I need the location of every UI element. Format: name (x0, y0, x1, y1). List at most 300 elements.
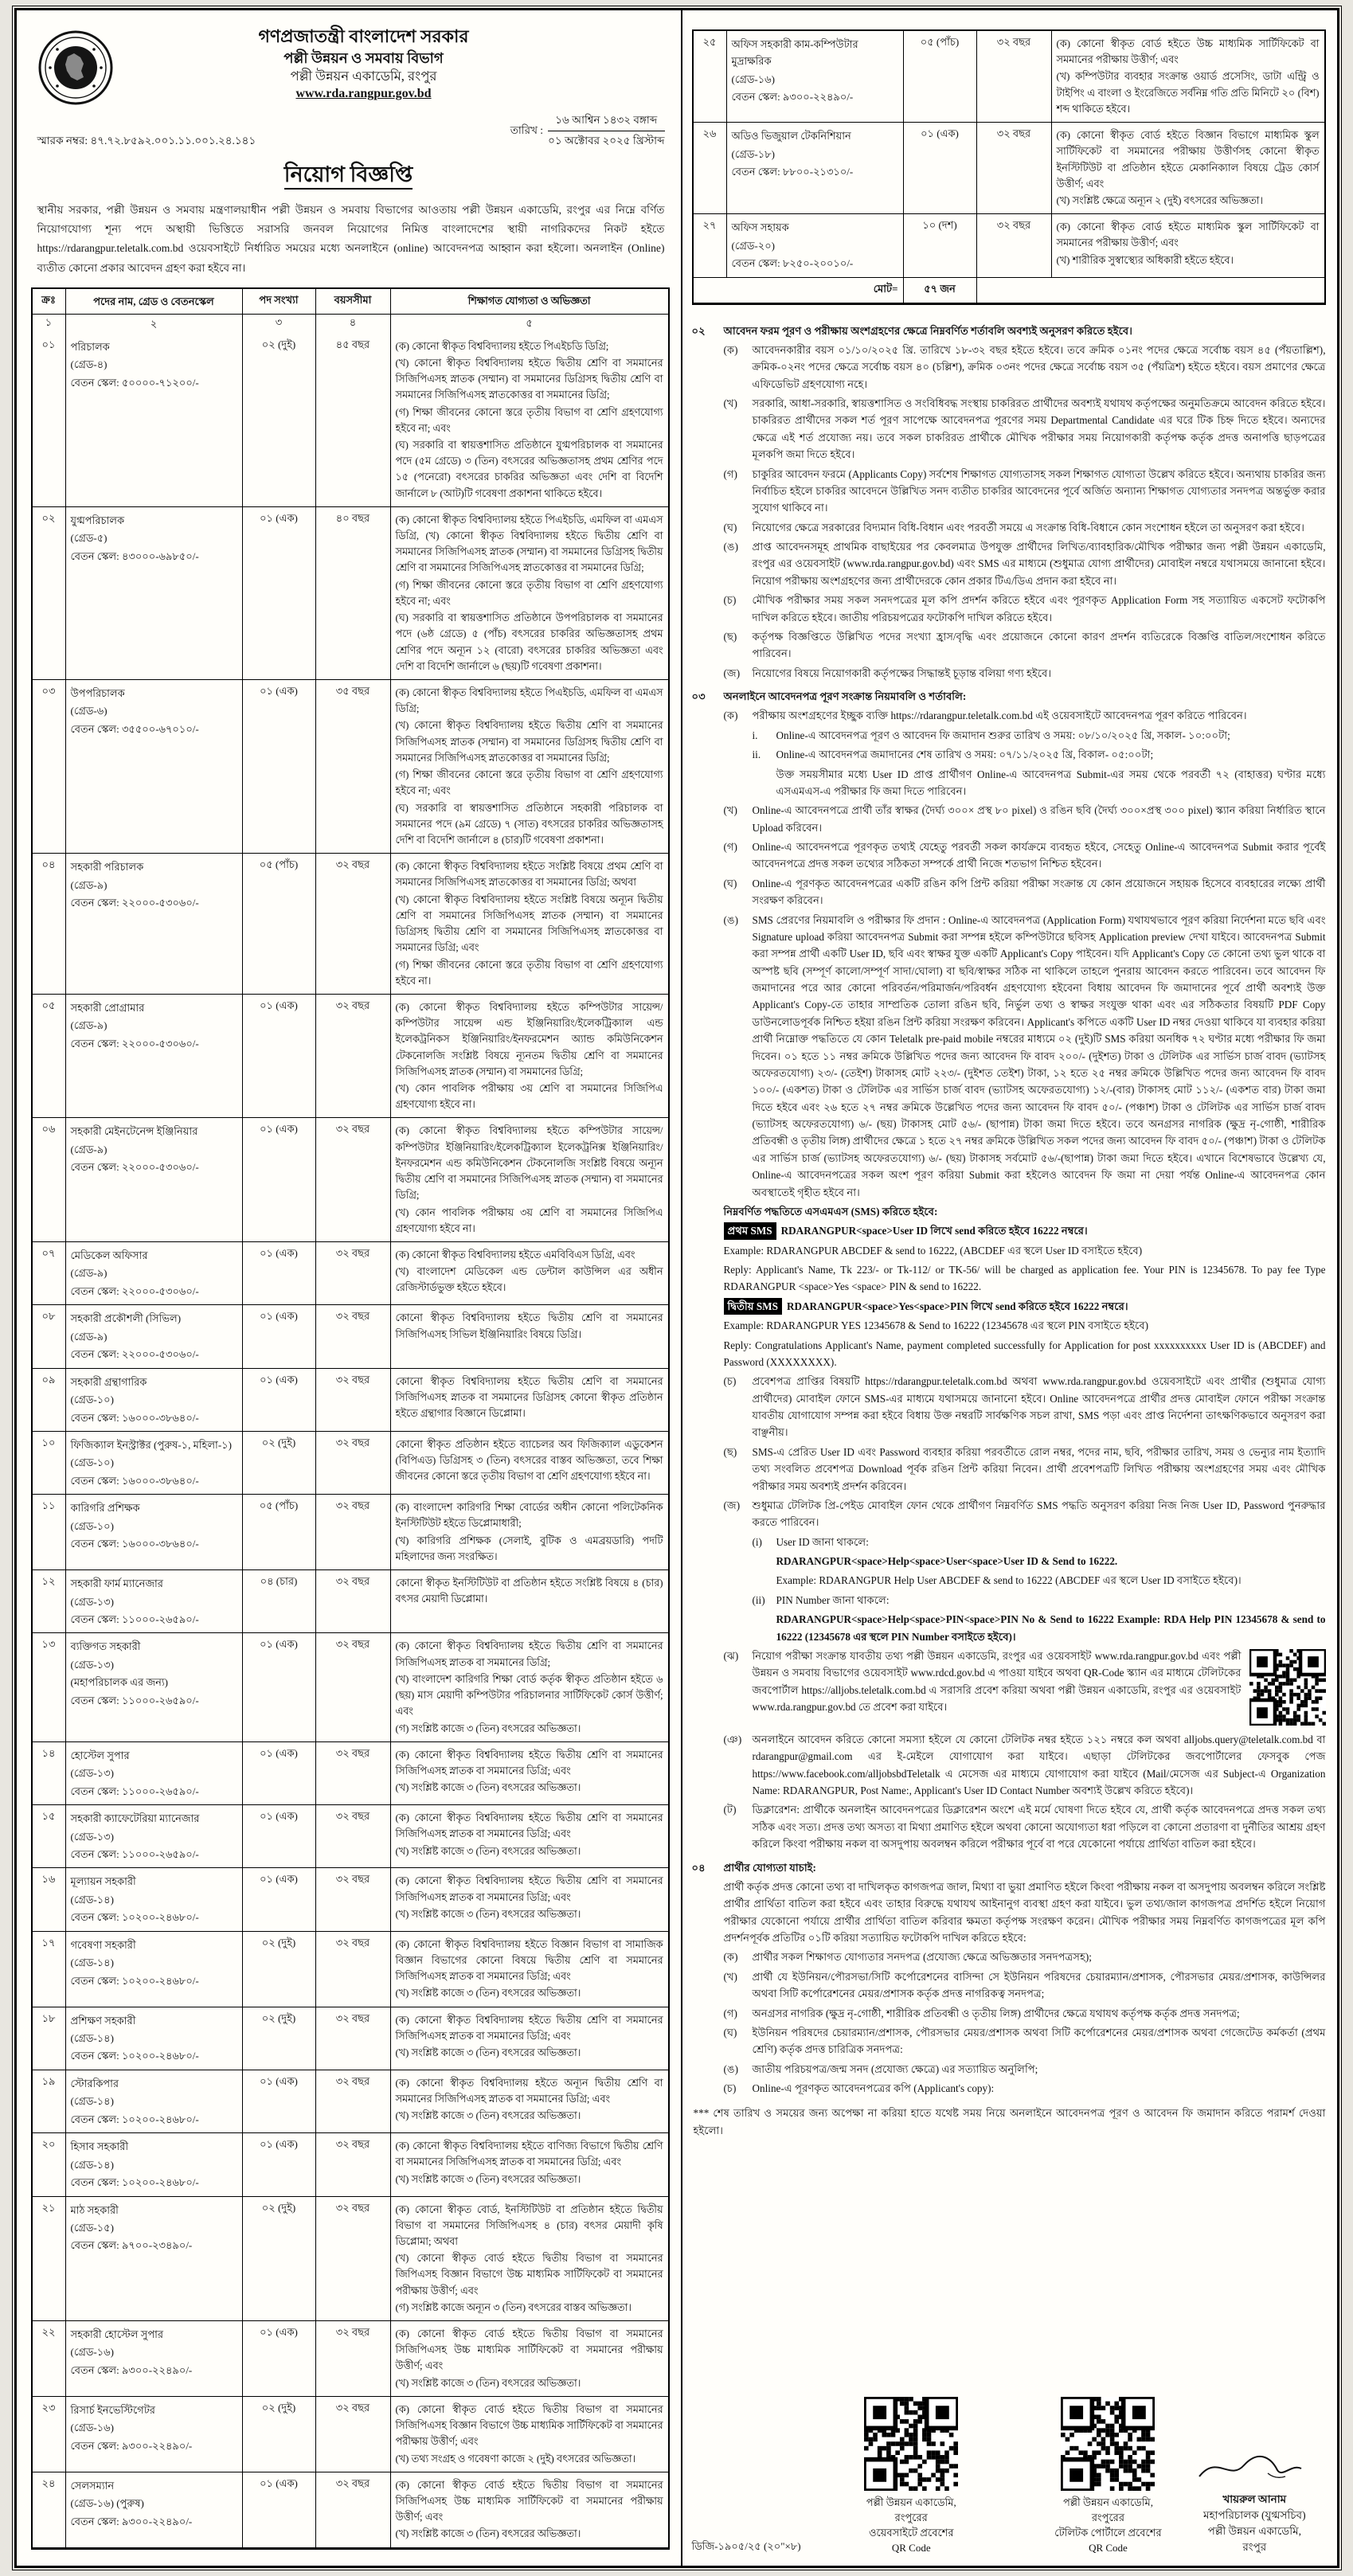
qualification-cell (391, 854, 668, 994)
table-row (694, 31, 1324, 122)
post-line: বেতন স্কেল: ৮২৫০-২০০১০/- (731, 257, 854, 270)
post-line: বেতন স্কেল: ১০২০০-২৪৬৮০/- (70, 2113, 199, 2125)
serial-cell: ১৪ (33, 1742, 66, 1804)
post-line: (গ্রেড-৯) (70, 1330, 108, 1343)
table-row (33, 1867, 668, 1930)
post-line: প্রশিক্ষণ সহকারী (70, 2014, 136, 2027)
org-identity (133, 25, 595, 103)
signatory-name: খায়রুল আনাম (1222, 2492, 1287, 2505)
serial-cell: ২২ (33, 2321, 66, 2396)
post-line: গবেষণা সহকারী (70, 1938, 136, 1951)
post-line: বেতন স্কেল: ১৬০০০-৩৮৬৪০/- (70, 1411, 199, 1424)
table-row (33, 2070, 668, 2132)
section-item-label: (ঙ) (723, 913, 738, 926)
section-item (724, 838, 1326, 873)
vacancy-count-cell: ০১ (এক) (243, 1633, 316, 1741)
sms-command: RDARANGPUR<space>Yes<space>PIN লিখে send করিতে হইবে 16222 নম্বরে। (786, 1300, 1128, 1312)
qualification-line: (ক) কোনো স্বীকৃত বিশ্ববিদ্যালয় হইতে বাণিজ্য বিভাগে দ্বিতীয় শ্রেণি বা সমমানের সিজিপিএসহ স্নাতক বা সমমানের ডিগ্রি; এবং (395, 2140, 663, 2168)
post-line: (গ্রেড-১৪) (70, 2158, 114, 2171)
table-row (33, 994, 668, 1118)
signature-block (1195, 2449, 1325, 2555)
vacancy-count-cell: ০৫ (পাঁচ) (904, 31, 977, 122)
post-line: (গ্রেড-৯) (70, 1019, 108, 1032)
post-line: (গ্রেড-১৩) (70, 1830, 114, 1843)
section-item-label: (গ) (723, 841, 737, 853)
qr-website-block (849, 2397, 974, 2555)
intro-paragraph: স্থানীয় সরকার, পল্লী উন্নয়ন ও সমবায় মন্ত্রণালয়াধীন পল্লী উন্নয়ন ও সমবায় বিভাগের আওতায় পল্লী উন্নয়ন একাডেমি, রংপুর এর নিম্নে বর্ণিত নিয়োগযোগ্য শূন্য পদে অস্থায়ী ভিত্তিতে সরাসরি জনবল নিয়োগের নিমিত্ত বাংলাদেশের স্থায়ী নাগরিকদের নিকট হইতে https://rdarangpur.teletalk.com.bd ওয়েবসাইটে নির্ধারিত সময়ের মধ্যে অনলাইনে (online) আবেদনপত্র আহ্বান করা হইলো। অনলাইন (Online) ব্যতীত কোনো প্রকার আবেদন গ্রহণ করা হইবে না। (37, 204, 665, 274)
section-item-text: নিয়োগ পরীক্ষা সংক্রান্ত যাবতীয় তথ্য পল্লী উন্নয়ন একাডেমি, রংপুর এর ওয়েবসাইট www.rda.rangpur.gov.bd এবং পল্লী উন্নয়ন ও সমবায় বিভাগের ওয়েবসাইট www.rdcd.gov.bd এ পাওয়া যাইবে অথবা QR-Code স্ক্যান এর মাধ্যমে টেলিটকের জবপোর্টাল https://alljobs.teletalk.com.bd এ সরাসরি প্রবেশ করিয়া অথবা পল্লী উন্নয়ন একাডেমি, রংপুর এর ওয়েবসাইট www.rda.rangpur.gov.bd তে প্রবেশ করা যাইবে। (753, 1648, 1326, 1729)
vacancy-count-cell: ০১ (এক) (243, 1868, 316, 1930)
vacancy-count-cell: ০৫ (পাঁচ) (243, 1495, 316, 1569)
post-cell (66, 1570, 243, 1632)
serial-cell: ০৪ (33, 854, 66, 994)
post-line: বেতন স্কেল: ১০২০০-২৪৬৮০/- (70, 1974, 199, 1987)
age-limit-cell: ৩২ বছর (977, 31, 1052, 122)
post-cell (66, 1805, 243, 1867)
qualification-line: (গ) সংশ্লিষ্ট কাজে অন্যূন ৩ (তিন) বৎসরের বাস্তব অভিজ্ঞতা। (395, 2301, 632, 2313)
serial-cell: ০৬ (33, 1118, 66, 1241)
vacancy-count-cell: ০২ (দুই) (243, 334, 316, 506)
sms-step-line (724, 1222, 1326, 1239)
age-limit-cell: ৩২ বছর (316, 2007, 391, 2070)
qr-caption-line: পল্লী উন্নয়ন একাডেমি, রংপুরের (1062, 2496, 1153, 2524)
date-bangla: ১৬ আশ্বিন ১৪৩২ বঙ্গাব্দ (548, 111, 664, 131)
section-number: ০৪ (691, 1861, 706, 1874)
post-line: সহকারী পরিচালক (70, 861, 144, 874)
section-item-text: Online-এ পূরণকৃত আবেদনপত্রের একটি রঙিন কপি প্রিন্ট করিয়া পরীক্ষা সংক্রান্ত যে কোন প্রয়োজনে সহায়ক হিসেবে ব্যবহারের লক্ষ্যে প্রার্থী সংরক্ষণ করিবেন। (752, 877, 1326, 907)
section-item-text: চাকুরির আবেদন ফরমে (Applicants Copy) সর্বশেষ শিক্ষাগত যোগ্যতাসহ সকল শিক্ষাগত যোগ্যতা উল্লেখ করিতে হইবে। অন্যথায় চাকরির জন্য নির্বাচিত হইলে চাকরির আবেদনে উল্লিখিত সনদ ব্যতীত চাকরির আবেদনের পূর্বে অর্জিত অন্যান্য শিক্ষাগত যোগ্যতার সনদপত্র অন্তর্ভুক্ত করার সুযোগ থাকিবে না। (752, 467, 1326, 514)
section-item (753, 746, 1326, 763)
section-item-text: অনলাইনে আবেদন করিতে কোনো সমস্যা হইলে যে কোনো টেলিটক নম্বর হইতে ১২১ নম্বরে কল অথবা alljobs.query@teletalk.com.bd বা rdarangpur@gmail.com এর ই-মেইলে যোগাযোগ করা যাইবে। এছাড়া টেলিটকের জবপোর্টালের ফেসবুক পেজ https://www.facebook.com/alljobsbdTeletalk এ মেসেজ এর মাধ্যমে যোগাযোগ করা যাইবে (Mail/মেসেজ এর Subject-এ Organization Name: RDARANGPUR, Post Name:, Applicant's User ID Contact Number অবশ্যই উল্লেখ করিতে হইবে)। (752, 1733, 1326, 1796)
table-total-row (694, 277, 1324, 303)
age-limit-cell: ৩২ বছর (316, 1242, 391, 1304)
qualification-line: (খ) সংশ্লিষ্ট কাজে ৩ (তিন) বৎসরের অভিজ্ঞতা। (395, 2377, 581, 2389)
table-row (33, 506, 668, 679)
post-cell (66, 1932, 243, 2007)
section-item (724, 1968, 1326, 2003)
memo-number: স্মারক নম্বর: ৪৭.৭২.৮৫৯২.০০১.১১.০০১.২৪.১৪১ (37, 135, 256, 147)
post-line: (গ্রেড-১৪) (70, 1893, 114, 1906)
post-line: সেলসম্যান (70, 2479, 115, 2492)
age-limit-cell: ৩২ বছর (316, 2197, 391, 2321)
section-item (724, 538, 1326, 589)
instruction-line: Example: RDARANGPUR ABCDEF & send to 16222, (ABCDEF এর স্থলে User ID বসাইতে হইবে) (723, 1244, 1143, 1257)
section-item-text: পরীক্ষায় অংশগ্রহণের ইচ্ছুক ব্যক্তি https://rdarangpur.teletalk.com.bd এই ওয়েবসাইটে আবেদনপত্র পূরণ করিতে পারিবেন। (752, 709, 1247, 722)
post-line: (গ্রেড-১৩) (70, 1658, 114, 1671)
org-website-link: www.rda.rangpur.gov.bd (295, 87, 432, 101)
serial-cell: ২১ (33, 2197, 66, 2321)
post-line: (গ্রেড-৫) (70, 532, 108, 545)
section-item-text: Online-এ পূরণকৃত আবেদনপত্রের কপি (Applicant's copy): (752, 2082, 995, 2094)
post-line: অফিস সহকারী কাম-কম্পিউটার মুদ্রাক্ষরিক (731, 38, 858, 68)
post-cell (66, 1118, 243, 1241)
post-cell (66, 2397, 243, 2472)
post-cell (66, 680, 243, 853)
age-limit-cell: ৩৫ বছর (316, 680, 391, 853)
total-empty-cell (977, 278, 1324, 303)
qualification-line: (খ) সংশ্লিষ্ট কাজে ৩ (তিন) বৎসরের অভিজ্ঞতা। (395, 2173, 581, 2185)
letterhead (17, 17, 681, 110)
section-item-text: Online-এ আবেদনপত্র পূরণ ও আবেদন ফি জমাদান শুরুর তারিখ ও সময়: ০৮/১০/২০২৫ খ্রি, সকাল- ১০:০০টা; (776, 729, 1230, 741)
age-limit-cell: ৩২ বছর (316, 995, 391, 1118)
qualification-line: (ক) কোনো স্বীকৃত বিশ্ববিদ্যালয় হইতে পিএইচডি, এমফিল বা এমএস ডিগ্রি; (395, 687, 663, 715)
section-item-label: (ট) (723, 1804, 737, 1816)
post-line: (মহাপরিচালক এর জন্য) (70, 1676, 168, 1689)
qualification-cell (391, 1432, 668, 1494)
section-item-text: নিয়োগের বিষয়ে নিয়োগকারী কর্তৃপক্ষের সিদ্ধান্তই চূড়ান্ত বলিয়া গণ্য হইবে। (752, 666, 1052, 679)
post-line: বেতন স্কেল: ১১০০০-২৬৫৯০/- (70, 1784, 199, 1797)
column-header: পদ সংখ্যা (243, 289, 316, 314)
section-item (753, 727, 1326, 744)
section-item-text: জাতীয় পরিচয়পত্র/জন্ম সনদ (প্রযোজ্য ক্ষেত্রে) এর সত্যায়িত অনুলিপি; (752, 2062, 1038, 2075)
table-row (33, 1804, 668, 1867)
qualification-line: (ক) কোনো স্বীকৃত বিশ্ববিদ্যালয় হইতে দ্বিতীয় শ্রেণি বা সমমানের সিজিপিএসহ স্নাতক বা সমমানের ডিগ্রি; এবং (395, 1749, 663, 1777)
vacancy-count-cell: ০১ (এক) (243, 2133, 316, 2195)
qualification-cell (391, 2472, 668, 2547)
qualification-cell (391, 1305, 668, 1367)
qualification-cell (391, 680, 668, 853)
government-seal (37, 25, 133, 110)
serial-cell: ১০ (33, 1432, 66, 1494)
qualification-line: (গ) সংশ্লিষ্ট কাজে ৩ (তিন) বৎসরের অভিজ্ঞতা। (395, 1722, 581, 1734)
qualification-line: (গ) শিক্ষা জীবনের কোনো স্তরে তৃতীয় বিভাগ বা শ্রেণি গ্রহণযোগ্য হইবে না; এবং (395, 769, 663, 797)
post-line: বেতন স্কেল: ১১০০০-২৬৫৯০/- (70, 1613, 199, 1625)
post-line: বেতন স্কেল: ৯৩০০-২২৪৯০/- (70, 2363, 193, 2376)
section-item-text: SMS প্রেরণের নিয়মাবলি ও পরীক্ষার ফি প্রদান : Online-এ আবেদনপত্র (Application Form) যথাযথভাবে পূরণ করিয়া নির্দেশনা মতে ছবি এবং Signature upload করিয়া আবেদনপত্র Submit করা সম্পন্ন হইলে কম্পিউটারে ছবিসহ Application preview দেখা যাইবে। আবেদনপত্র Submit করা সম্পন্ন প্রার্থী একটি User ID, ছবি এবং স্বাক্ষর যুক্ত একটি Applicant's Copy পাইবেন। যদি Applicant's Copy তে কোনো তথ্য ভুল থাকে বা অস্পষ্ট ছবি (সম্পূর্ণ কালো/সম্পূর্ণ সাদা/ঘোলা) বা ছবি/স্বাক্ষর সঠিক না থাকিলে তাহলে পুনরায় আবেদন করতে পারিবেন। তবে আবেদন ফি জমাদানের পরে আর কোনো পরিবর্তন/পরিমার্জন/পরিবর্ধন গ্রহণযোগ্য হইবেনা বিধায় আবেদন ফি জমাদানের পূর্বে প্রার্থী অবশ্যই উক্ত Applicant's Copy-তে তাহার সাম্প্রতিক তোলা রঙিন ছবি, নির্ভুল তথ্য ও স্বাক্ষর সংযুক্ত থাকা এবং এর সঠিকতার বিষয়টি PDF Copy ডাউনলোডপূর্বক নিশ্চিত হইয়া রঙিন প্রিন্ট করিয়া সংরক্ষণ করিবেন। Applicant's কপিতে একটি User ID নম্বর দেওয়া থাকিবে যা ব্যবহার করিয়া প্রার্থী নিম্নোক্ত পদ্ধতিতে যে কোন Teletalk pre-paid mobile নম্বরের মাধ্যমে ০২ (দুই)টি SMS করিয়া অনধিক ৭২ ঘণ্টার মধ্যে পরীক্ষার ফি জমা দিবেন। ০১ হতে ১১ নম্বর ক্রমিকে উল্লিখিত পদের জন্য আবেদন ফি বাবদ ২০০/- (দুইশত) টাকা ও টেলিটক এর সার্ভিস চার্জ বাবদ (ভ্যাটসহ অফেরতযোগ্য) ২৩/- (তেইশ) টাকাসহ মোট ২২৩/- (দুইশত তেইশ) টাকা, ১২ হতে ২৫ নম্বর ক্রমিকে উল্লিখিত পদের জন্য আবেদন ফি বাবদ ১০০/- (একশত) টাকা ও টেলিটক এর সার্ভিস চার্জ বাবদ (ভ্যাটসহ অফেরতযোগ্য) ১২/-(বার) টাকাসহ মোট ১১২/- (একশত বার) টাকা জমা দিতে হইবে এবং ২৬ হতে ২৭ নম্বর ক্রমিকে উল্লেখিত পদের জন্য আবেদন ফি বাবদ ৫০/- (পঞ্চাশ) টাকা ও টেলিটক এর সার্ভিস চার্জ বাবদ (ভ্যাটসহ অফেরতযোগ্য) ৬/- (ছয়) টাকাসহ মোট ৫৬/- (ছাপান্ন) টাকা জমা দিতে হইবে। তবে অনগ্রসর নাগরিক (ক্ষুদ্র নৃ-গোষ্ঠী, শারীরিক প্রতিবন্ধী ও তৃতীয় লিঙ্গ) প্রার্থীদের ক্ষেত্রে ১ হতে ২৭ নম্বর ক্রমিকে উল্লিখিত সকল পদের জন্য আবেদন ফি বাবদ ৫০/- (পঞ্চাশ) টাকা ও টেলিটক এর সার্ভিস চার্জ (ভ্যাটসহ অফেরতযোগ্য) ৬/- (ছয়) টাকাসহ সর্বমোট ৫৬/-(ছাপান্ন) টাকা জমা দিতে হইবে। এখানে বিশেষভাবে উল্লেখ্য যে, Online-এ আবেদনপত্রের সকল অংশ পূরণ করিয়া Submit করা হইলেও আবেদন ফি জমা না দেয়া পর্যন্ত Online-এ আবেদনপত্র কোন অবস্থাতেই গৃহীত হইবে না। (752, 913, 1326, 1198)
qualification-line: (ঘ) সরকারি বা স্বায়ত্তশাসিত প্রতিষ্ঠানে সহকারী পরিচালক বা সমমানের পদে (৯ম গ্রেডে) ৭ (সাত) বৎসরের চাকরির অভিজ্ঞতাসহ দেশি বা বিদেশি জার্নালে ৪ (চার)টি গবেষণা প্রকাশনা। (395, 802, 663, 846)
qualification-line: (ক) কোনো স্বীকৃত বিশ্ববিদ্যালয় হইতে দ্বিতীয় শ্রেণি বা সমমানের সিজিপিএসহ স্নাতক বা সমমানের ডিগ্রি; এবং (395, 1812, 663, 1840)
post-line: সহকারী প্রোগ্রামার (70, 1001, 145, 1014)
post-cell (66, 1495, 243, 1569)
section-item (724, 1373, 1326, 1441)
section-item-text: ইউনিয়ন পরিষদের চেয়ারম্যান/প্রশাসক, পৌরসভার মেয়র/প্রশাসক অথবা সিটি কর্পোরেশনের মেয়র/প্রশাসক অথবা গেজেটেড কর্মকর্তা (প্রথম শ্রেণি) কর্তৃক প্রদত্ত চারিত্রিক সনদপত্র: (752, 2026, 1326, 2056)
column-header: পদের নাম, গ্রেড ও বেতনস্কেল (66, 289, 243, 314)
age-limit-cell: ৩২ বছর (977, 214, 1052, 276)
vacancy-count-cell: ০২ (দুই) (243, 1932, 316, 2007)
table-row (33, 1741, 668, 1804)
section-item-label: (খ) (723, 397, 737, 409)
section-item (724, 1731, 1326, 1800)
post-cell (66, 1742, 243, 1804)
date-gregorian: ০১ অক্টোবর ২০২৫ খ্রিস্টাব্দ (548, 135, 665, 147)
section-item-label: (ঘ) (723, 521, 737, 534)
post-line: বেতন স্কেল: ২২০০০-৫৩০৬০/- (70, 1284, 199, 1297)
column-number: ৩ (243, 315, 316, 333)
serial-cell: ২৬ (694, 123, 727, 213)
instruction-line: Reply: Applicant's Name, Tk 223/- or Tk-112/ or TK-56/ will be charged as application fee. Your PIN is 12345678. To pay fee Type RDARANGPUR <space>Yes <space> PIN & send to 16222. (723, 1264, 1326, 1293)
left-column (17, 10, 682, 2566)
instruction-line: Example: RDARANGPUR Help User ABCDEF & send to 16222 (ABCDEF এর স্থলে User ID বসাইতে হইবে)। (776, 1574, 1242, 1587)
section-item-label: (ঘ) (723, 877, 737, 889)
age-limit-cell: ৩২ বছর (316, 1305, 391, 1367)
qualification-cell (391, 507, 668, 679)
vacancy-count-cell: ০১ (এক) (243, 995, 316, 1118)
qualification-line: (খ) কারিগরি প্রশিক্ষক (সেলাই, বুটিক ও এমব্রয়ডারি) পদটি মহিলাদের জন্য সংরক্ষিত। (395, 1534, 663, 1562)
table-row (33, 853, 668, 994)
section-heading-row (692, 322, 1326, 339)
qualification-line: (ক) কোনো স্বীকৃত বিশ্ববিদ্যালয় হইতে সংশ্লিষ্ট বিষয়ে প্রথম শ্রেণি বা সমমানের সিজিপিএসহ স্নাতকোত্তর বা সমমানের ডিগ্রি; অথবা (395, 861, 663, 889)
section-item (724, 1444, 1326, 1495)
qualification-line: (ক) কোনো স্বীকৃত বিশ্ববিদ্যালয় হইতে অন্যূন দ্বিতীয় শ্রেণি বা সমমানের সিজিপিএসহ স্নাতক বা সমমানের ডিগ্রি; এবং (395, 2077, 663, 2105)
age-limit-cell: ৩২ বছর (316, 2472, 391, 2547)
post-line: বেতন স্কেল: ১১০০০-২৬৫৯০/- (70, 1694, 199, 1706)
section-item-text: প্রবেশপত্র প্রাপ্তির বিষয়টি https://rdarangpur.teletalk.com.bd অথবা www.rda.rangpur.gov.bd ওয়েবসাইটে এবং প্রার্থীর (শুধুমাত্র যোগ্য প্রার্থীদের) মোবাইল ফোনে SMS-এর মাধ্যমে যথাসময়ে জানানো হইবে। Online আবেদনপত্রে প্রার্থীর প্রদত্ত মোবাইল ফোনে পরীক্ষা সংক্রান্ত যাবতীয় যোগাযোগ সম্পন্ন করা হইবে বিধায় উক্ত নম্বরটি সার্বক্ষণিক সচল রাখা, SMS পড়া এবং প্রাপ্ত নির্দেশনা তাৎক্ষণিকভাবে অনুসরণ করা বাঞ্ছনীয়। (752, 1375, 1326, 1439)
column-header: বয়সসীমা (316, 289, 391, 314)
vacancy-count-cell: ০১ (এক) (243, 1742, 316, 1804)
instruction-line: RDARANGPUR<space>Help<space>User<space>User ID & Send to 16222. (776, 1555, 1118, 1567)
press-print-code: ডিজি-১৯০৫/২৫ (২০"×৮) (691, 2539, 801, 2552)
qualification-cell (391, 1242, 668, 1304)
section-item (724, 342, 1326, 393)
qualification-line: (খ) কোনো স্বীকৃত বোর্ড হইতে দ্বিতীয় বিভাগ বা সমমানের জিপিএসহ বিজ্ঞান বিভাগে উচ্চ মাধ্যমিক সার্টিফিকেট বা সমমানের পরীক্ষায় উত্তীর্ণ; এবং (395, 2253, 663, 2297)
section-item-text: Online-এ আবেদনপত্রে পূরণকৃত তথ্যই যেহেতু পরবর্তী সকল কার্যক্রমে ব্যবহৃত হইবে, সেহেতু Online-এ আবেদনপত্র Submit করার পূর্বেই আবেদনপত্রে প্রদত্ত সকল তথ্যের সঠিকতা সম্পর্কে প্রার্থী নিজে শতভাগ নিশ্চিত হইবেন। (752, 841, 1326, 870)
qualification-line: (ক) বাংলাদেশ কারিগরি শিক্ষা বোর্ডের অধীন কোনো পলিটেকনিক ইনস্টিটিউট হইতে ডিপ্লোমাধারী; (395, 1502, 663, 1530)
post-line: (গ্রেড-১৫) (70, 2221, 114, 2234)
section-item-label: (ছ) (723, 1445, 737, 1458)
post-line: (গ্রেড-৯) (70, 1267, 108, 1280)
vacancy-count-cell: ০১ (এক) (243, 1305, 316, 1367)
age-limit-cell: ৩২ বছর (316, 1369, 391, 1431)
post-line: (গ্রেড-১৬) (পুরুষ) (70, 2497, 144, 2510)
section-heading: আবেদন ফরম পূরণ ও পরীক্ষায় অংশগ্রহণের ক্ষেত্রে নিম্নবর্ণিত শর্তাবলি অবশ্যই অনুসরণ করিতে হইবে। (723, 324, 1132, 337)
table-row (33, 2007, 668, 2070)
qr-code-website (864, 2397, 958, 2491)
org-division-line: পল্লী উন্নয়ন ও সমবায় বিভাগ (284, 49, 444, 66)
table-row (33, 1431, 668, 1494)
age-limit-cell: ৩২ বছর (316, 1570, 391, 1632)
post-line: সহকারী ফার্ম ম্যানেজার (70, 1577, 163, 1590)
age-limit-cell: ৩২ বছর (316, 1495, 391, 1569)
qualification-cell (391, 2070, 668, 2132)
qualification-line: (ক) কোনো স্বীকৃত বিশ্ববিদ্যালয় হইতে এমবিবিএস ডিগ্রি, এবং (395, 1249, 635, 1261)
qualification-line: (ক) কোনো স্বীকৃত বোর্ড হইতে দ্বিতীয় বিভাগ বা সমমানের সিজিপিএসহ উচ্চ মাধ্যমিক সার্টিফিকেট বা সমমানের পরীক্ষায় উত্তীর্ণ; এবং (395, 2328, 663, 2372)
table-row (33, 2396, 668, 2472)
qualification-line: (ক) কোনো স্বীকৃত বিশ্ববিদ্যালয় হইতে পিএইচডি, এমফিল বা এমএস ডিগ্রি, (খ) কোনো স্বীকৃত বিশ্ববিদ্যালয় হইতে দ্বিতীয় শ্রেণি বা সমমানের সিজিপিএসহ স্নাতক (সম্মান) বা সমমানের ডিগ্রিসহ দ্বিতীয় শ্রেণি বা সমমানের সিজিপিএসহ স্নাতকোত্তর বা সমমানের ডিগ্রি; (395, 514, 663, 574)
qualification-line: (ক) কোনো স্বীকৃত বিশ্ববিদ্যালয় হইতে কম্পিউটার সায়েন্স/কম্পিউটার সায়েন্স এন্ড ইঞ্জিনিয়ারিং/ইলেকট্রিক্যাল এন্ড ইলেকট্রনিকস ইঞ্জিনিয়ারিং/ইনফরমেশন অ্যান্ড কমিউনিকেশন টেকনোলজি সংশ্লিষ্ট বিষয়ে ন্যূনতম দ্বিতীয় শ্রেণি বা সমমানের সিজিপিএসহ স্নাতক (সম্মান) বা সমমানের ডিগ্রি; (395, 1001, 663, 1077)
post-cell (66, 2472, 243, 2547)
section-number: ০৩ (691, 690, 706, 702)
post-cell (66, 334, 243, 506)
serial-cell: ০৭ (33, 1242, 66, 1304)
qualification-line: (ক) কোনো স্বীকৃত বিশ্ববিদ্যালয় হইতে দ্বিতীয় শ্রেণি বা সমমানের সিজিপিএসহ স্নাতক বা সমমানের ডিগ্রি; এবং (395, 2014, 663, 2042)
post-line: অফিস সহায়ক (731, 221, 789, 234)
column-header: ক্রঃ (33, 289, 66, 314)
qualification-line: (ক) কোনো স্বীকৃত বিশ্ববিদ্যালয় হইতে দ্বিতীয় শ্রেণি বা সমমানের সিজিপিএসহ স্নাতক বা সমমানের ডিগ্রি; (395, 1640, 663, 1668)
post-line: যুগ্মপরিচালক (70, 514, 125, 526)
post-line: বেতন স্কেল: ২২০০০-৫৩০৬০/- (70, 1348, 199, 1361)
section-item-text: প্রার্থীর সকল শিক্ষাগত যোগ্যতার সনদপত্র (প্রযোজ্য ক্ষেত্রে অভিজ্ঞতার সনদপত্রসহ); (752, 1951, 1092, 1964)
qualification-line: (ক) কোনো স্বীকৃত বোর্ড, ইনস্টিটিউট বা প্রতিষ্ঠান হইতে দ্বিতীয় বিভাগ বা সমমানের সিজিপিএসহ ৪ (চার) বৎসর মেয়াদী কৃষি ডিপ্লোমা; অথবা (395, 2203, 663, 2247)
right-column (682, 10, 1337, 2566)
vacancy-count-cell: ০২ (দুই) (243, 2197, 316, 2321)
qualification-cell (391, 1633, 668, 1741)
signatory-title: মহাপরিচালক (যুগ্মসচিব) (1202, 2508, 1306, 2521)
instruction-line: Example: RDARANGPUR YES 12345678 & Send to 16222 (12345678 এর স্থলে PIN বসাইতে হইবে) (723, 1319, 1149, 1332)
section-item (724, 466, 1326, 517)
post-line: (গ্রেড-২০) (731, 239, 775, 252)
page-title: নিয়োগ বিজ্ঞপ্তি (17, 158, 681, 194)
qualification-cell (391, 334, 668, 506)
qualification-cell (1052, 214, 1324, 276)
post-line: রিসার্চ ইনভেস্টিগেটর (70, 2403, 155, 2416)
post-line: হোস্টেল সুপার (70, 1749, 130, 1761)
section-item (724, 1801, 1326, 1852)
instruction-line: উক্ত সময়সীমার মধ্যে User ID প্রাপ্ত প্রার্থীগণ Online-এ আবেদনপত্র Submit-এর সময় থেকে পরবর্তী ৭২ (বাহাত্তর) ঘণ্টার মধ্যে এসএমএস-এ পরীক্ষার ফি জমা দিতে পারিবেন। (776, 768, 1326, 797)
section-item-text: মৌখিক পরীক্ষার সময় সকল সনদপত্রের মূল কপি প্রদর্শন করিতে হইবে এবং পূরণকৃত Application Form সহ সত্যায়িত একসেট ফটোকপি দাখিল করিতে হইবে। জাতীয় পরিচয়পত্রের ফটোকপি দাখিল করিতে হইবে। (752, 594, 1326, 623)
qualification-cell (391, 1932, 668, 2007)
column-number: ৪ (316, 315, 391, 333)
qualification-cell (391, 2197, 668, 2321)
post-line: বেতন স্কেল: ১৬০০০-৩৮৬৪০/- (70, 1474, 199, 1487)
section-item-label: (ঘ) (723, 2026, 737, 2039)
age-limit-cell: ৩২ বছর (316, 2397, 391, 2472)
table-row (33, 1304, 668, 1367)
post-line: বেতন স্কেল: ৯৩০০-২২৪৯০/- (731, 91, 854, 104)
table-row (33, 1117, 668, 1241)
qualification-cell (391, 1805, 668, 1867)
qualification-line: (ক) কোনো স্বীকৃত বিশ্ববিদ্যালয় হইতে কম্পিউটার সায়েন্স/কম্পিউটার ইঞ্জিনিয়ারিং/ইলেকট্রিক্যাল ইলেকট্রনিক্স ইঞ্জিনিয়ারিং/ইনফরমেশন এন্ড কমিউনিকেশন টেকনোলজি সংশ্লিষ্ট বিষয়ে অন্যূন দ্বিতীয় শ্রেণি বা সমমানের সিজিপিএসহ স্নাতক (সম্মান) বা সমমানের ডিগ্রি; (395, 1125, 663, 1202)
serial-cell: ২৪ (33, 2472, 66, 2547)
serial-cell: ১৬ (33, 1868, 66, 1930)
post-line: সহকারী প্রকৌশলী (সিভিল) (70, 1312, 182, 1325)
section-item (724, 1497, 1326, 1531)
age-limit-cell: ৪৫ বছর (316, 334, 391, 506)
table-row (33, 1241, 668, 1304)
section-item-label: (খ) (723, 804, 737, 817)
qualification-cell (391, 1868, 668, 1930)
post-line: (গ্রেড-৬) (70, 705, 108, 717)
vacancy-count-cell: ০১ (এক) (243, 2070, 316, 2132)
sms-step-label: প্রথম SMS (724, 1222, 776, 1239)
section-item (724, 707, 1326, 724)
sms-step-line (724, 1298, 1326, 1315)
post-line: বেতন স্কেল: ২২০০০-৫৩০৬০/- (70, 1161, 199, 1174)
section-item-label: (ঙ) (723, 541, 738, 553)
section-item-label: (i) (752, 1535, 762, 1548)
section-item (724, 1648, 1326, 1729)
post-line: (গ্রেড-১০) (70, 1456, 114, 1469)
qualification-line: (খ) কম্পিউটার ব্যবহার সংক্রান্ত ওয়ার্ড প্রসেসিং, ডাটা এন্ট্রি ও টাইপিং এ বাংলা ও ইংরেজিতে সর্বনিম্ন গতি প্রতি মিনিটে ২০ (বিশ) শব্দ থাকিতে হইবে। (1056, 71, 1320, 115)
vacancy-count-cell: ০১ (এক) (243, 1805, 316, 1867)
section-item-label: (চ) (723, 594, 737, 607)
section-item (724, 912, 1326, 1201)
post-line: (গ্রেড-১৪) (70, 2095, 114, 2108)
qr-caption-line: QR Code (1089, 2541, 1128, 2554)
post-cell (66, 2321, 243, 2396)
table-row (694, 122, 1324, 213)
qualification-line: (ক) কোনো স্বীকৃত বিশ্ববিদ্যালয় হইতে দ্বিতীয় শ্রেণি বা সমমানের সিজিপিএসহ স্নাতক বা সমমানের ডিগ্রি; এবং (395, 1875, 663, 1903)
table-row (33, 679, 668, 853)
post-cell (66, 2133, 243, 2195)
post-cell (66, 1369, 243, 1431)
vacancy-count-cell: ০১ (এক) (243, 1242, 316, 1304)
serial-cell: ২৫ (694, 31, 727, 122)
qr-caption-line: ওয়েবসাইটে প্রবেশের (868, 2526, 954, 2539)
post-line: (গ্রেড-১০) (70, 1519, 114, 1532)
section-item-label: (ii) (752, 1593, 765, 1606)
serial-cell: ০২ (33, 507, 66, 679)
post-line: বেতন স্কেল: ৯৩০০-২২৪৯০/- (70, 2439, 193, 2452)
section-item-text: আবেদনকারীর বয়স ০১/১০/২০২৫ খ্রি. তারিখে ১৮-৩২ বছর হইতে হইবে। তবে ক্রমিক ০১নং পদের ক্ষেত্রে সর্বোচ্চ বয়স ৪৫ (পঁয়তাল্লিশ), ক্রমিক-০২নং পদের ক্ষেত্রে সর্বোচ্চ বয়স ৪০ (চল্লিশ), ক্রমিক ০৩নং পদের ক্ষেত্রে সর্বোচ্চ বয়স ৩৫ (পঁয়ত্রিশ) হইতে হইবে। বয়স প্রমাণের ক্ষেত্রে এফিডেভিট গ্রহণযোগ্য নহে। (752, 343, 1326, 390)
qualification-line: (খ) সংশ্লিষ্ট কাজে ৩ (তিন) বৎসরের অভিজ্ঞতা। (395, 1782, 581, 1794)
age-limit-cell: ৩২ বছর (316, 1432, 391, 1494)
qualification-line: (খ) সংশ্লিষ্ট কাজে ৩ (তিন) বৎসরের অভিজ্ঞতা। (395, 1988, 581, 1999)
signatory-org: পল্লী উন্নয়ন একাডেমি, রংপুর (1207, 2525, 1301, 2554)
qualification-cell (391, 995, 668, 1118)
job-circular-sheet (14, 8, 1339, 2568)
qualification-line: (খ) সংশ্লিষ্ট কাজে ৩ (তিন) বৎসরের অভিজ্ঞতা। (395, 1908, 581, 1920)
section-heading-row (692, 1859, 1326, 1876)
qualification-line: (ক) কোনো স্বীকৃত বোর্ড হইতে মাধ্যমিক স্কুল সার্টিফিকেট বা সমমানের পরীক্ষায় উত্তীর্ণ; এবং (1056, 221, 1320, 249)
post-cell (66, 1242, 243, 1304)
post-line: বেতন স্কেল: ৯৭০০-২৩৪৯০/- (70, 2239, 193, 2252)
table-row (33, 1494, 668, 1569)
qualification-line: (গ) শিক্ষা জীবনের কোনো স্তরে তৃতীয় বিভাগ বা শ্রেণি গ্রহণযোগ্য হইবে না; এবং (395, 579, 663, 607)
post-line: উপপরিচালক (70, 687, 125, 699)
qualification-line: (খ) বাংলাদেশ মেডিকেল এন্ড ডেন্টাল কাউন্সিল এর অধীন রেজিস্টার্ডভুক্ত হইতে হইবে। (395, 1266, 663, 1294)
post-line: (গ্রেড-১৩) (70, 1767, 114, 1780)
age-limit-cell: ৩২ বছর (316, 1633, 391, 1741)
vacancy-count-cell: ০২ (দুই) (243, 2397, 316, 2472)
post-line: সহকারী হোস্টেল সুপার (70, 2328, 164, 2341)
qualification-line: (খ) কোনো স্বীকৃত বিশ্ববিদ্যালয় হইতে দ্বিতীয় শ্রেণি বা সমমানের সিজিপিএসহ স্নাতক (সম্মান) বা সমমানের ডিগ্রিসহ দ্বিতীয় শ্রেণি বা সমমানের সিজিপিএসহ স্নাতকোত্তর বা সমমানের ডিগ্রি; (395, 357, 663, 401)
section-item (724, 802, 1326, 836)
post-line: (গ্রেড-১৬) (70, 2422, 114, 2434)
qualification-line: কোনো স্বীকৃত বিশ্ববিদ্যালয় হইতে দ্বিতীয় শ্রেণি বা সমমানের সিজিপিএসহ সিভিল ইঞ্জিনিয়ারিং বিষয়ে ডিগ্রি। (395, 1312, 663, 1340)
qualification-line: (ক) কোনো স্বীকৃত বোর্ড হইতে বিজ্ঞান বিভাগে মাধ্যমিক স্কুল সার্টিফিকেট বা সমমানের পরীক্ষায় উত্তীর্ণসহ কোনো স্বীকৃত ইনস্টিটিউট বা প্রতিষ্ঠান হইতে মেকানিক্যাল বিষয়ে ট্রেড কোর্স উত্তীর্ণ; এবং (1056, 130, 1320, 190)
post-cell (66, 2197, 243, 2321)
qualification-line: (খ) কোন পাবলিক পরীক্ষায় ৩য় শ্রেণি বা সমমানের সিজিপিএ গ্রহণযোগ্য হইবে না। (395, 1083, 663, 1111)
final-advice-note: *** শেষ তারিখ ও সময়ের জন্য অপেক্ষা না করিয়া হাতে যথেষ্ট সময় নিয়ে অনলাইনে আবেদনপত্র পূরণ ও আবেদন ফি জমাদান করিতে পরামর্শ দেওয়া হইলো। (693, 2107, 1326, 2136)
vacancy-count-cell: ০১ (এক) (243, 1369, 316, 1431)
qualification-line: (ক) কোনো স্বীকৃত বোর্ড হইতে দ্বিতীয় বিভাগ বা সমমানের সিজিপিএসহ উচ্চ মাধ্যমিক সার্টিফিকেট বা সমমানের পরীক্ষায় উত্তীর্ণ; এবং (395, 2479, 663, 2523)
age-limit-cell: ৩২ বছর (316, 1118, 391, 1241)
serial-cell: ০৯ (33, 1369, 66, 1431)
qr-caption-line: QR Code (891, 2541, 931, 2554)
post-line: ব্যক্তিগত সহকারী (70, 1640, 141, 1653)
qr-caption-line: টেলিটক পোর্টালে প্রবেশের (1054, 2526, 1162, 2539)
section-item-label: (চ) (723, 1375, 737, 1388)
qualification-cell (1052, 31, 1324, 122)
date-label: তারিখ : (510, 124, 544, 136)
post-line: বেতন স্কেল: ১১০০০-২৬৫৯০/- (70, 1847, 199, 1860)
total-value: ৫৭ জন (904, 278, 977, 303)
qualification-line: (ঘ) সরকারি বা স্বায়ত্তশাসিত প্রতিষ্ঠানে যুগ্মপরিচালক বা সমমানের পদে (৫ম গ্রেডে) ৩ (তিন) বৎসরের অভিজ্ঞতাসহ প্রথম শ্রেণির পদে ১৫ (পনেরো) বৎসরের চাকরির অভিজ্ঞতা এবং দেশি বা বিদেশি জার্নালে ৮ (আট)টি গবেষণা প্রকাশনা থাকিতে হইবে। (395, 439, 663, 499)
qr-teletalk-block (1046, 2397, 1171, 2555)
qualification-cell (391, 1742, 668, 1804)
post-line: (গ্রেড-১৮) (731, 147, 775, 160)
qualification-cell (391, 2133, 668, 2195)
section-item-text: সরকারি, আধা-সরকারি, স্বায়ত্তশাসিত ও সংবিধিবদ্ধ সংস্থায় চাকরিরত প্রার্থীদের অবশ্যই যথাযথ কর্তৃপক্ষের অনুমতিক্রমে আবেদন করিতে হইবে। চাকরিরত প্রার্থীদের সকল শর্ত পূরণ সাপেক্ষে আবেদনপত্র পূরণের সময় Departmental Candidate এর ঘরে টিক চিহ্ন দিতে হইবে। অন্যদের ক্ষেত্রে এই শর্ত প্রযোজ্য নয়। তবে সকল চাকরিরত প্রার্থীকে মৌখিক পরীক্ষার সময় নিয়োগকারী কর্তৃপক্ষ কর্তৃক প্রদত্ত অনাপত্তি ছাড়পত্রের মূলকপি জমা দিতে হইবে। (752, 397, 1326, 461)
post-line: বেতন স্কেল: ১০২০০-২৪৬৮০/- (70, 1911, 199, 1924)
qr-code-inline (1249, 1649, 1326, 1726)
section-item-text: অনগ্রসর নাগরিক (ক্ষুদ্র নৃ-গোষ্ঠী, শারীরিক প্রতিবন্ধী ও তৃতীয় লিঙ্গ) প্রার্থীদের ক্ষেত্রে যথাযথ কর্তৃপক্ষ কর্তৃক প্রদত্ত সনদপত্র; (752, 2007, 1240, 2019)
vacancy-count-cell: ০১ (এক) (243, 2472, 316, 2547)
post-line: বেতন স্কেল: ১০২০০-২৪৬৮০/- (70, 2050, 199, 2062)
serial-cell: ১৩ (33, 1633, 66, 1741)
section-heading-row (692, 688, 1326, 705)
post-line: বেতন স্কেল: ৪৩০০০-৬৯৮৫০/- (70, 549, 199, 562)
serial-cell: ১৮ (33, 2007, 66, 2070)
section-item (724, 592, 1326, 626)
section-item-text: কর্তৃপক্ষ বিজ্ঞপ্তিতে উল্লিখিত পদের সংখ্যা হ্রাস/বৃদ্ধি এবং প্রয়োজনে কোনো কারণ প্রদর্শন ব্যতিরেকে বিজ্ঞপ্তি বাতিল/সংশোধন করিতে পারিবেন। (752, 630, 1326, 660)
table-row (33, 1632, 668, 1741)
post-line: সহকারী গ্রন্থাগারিক (70, 1375, 147, 1388)
serial-cell: ১১ (33, 1495, 66, 1569)
table-row (33, 2196, 668, 2321)
serial-cell: ১৫ (33, 1805, 66, 1867)
serial-cell: ১৯ (33, 2070, 66, 2132)
